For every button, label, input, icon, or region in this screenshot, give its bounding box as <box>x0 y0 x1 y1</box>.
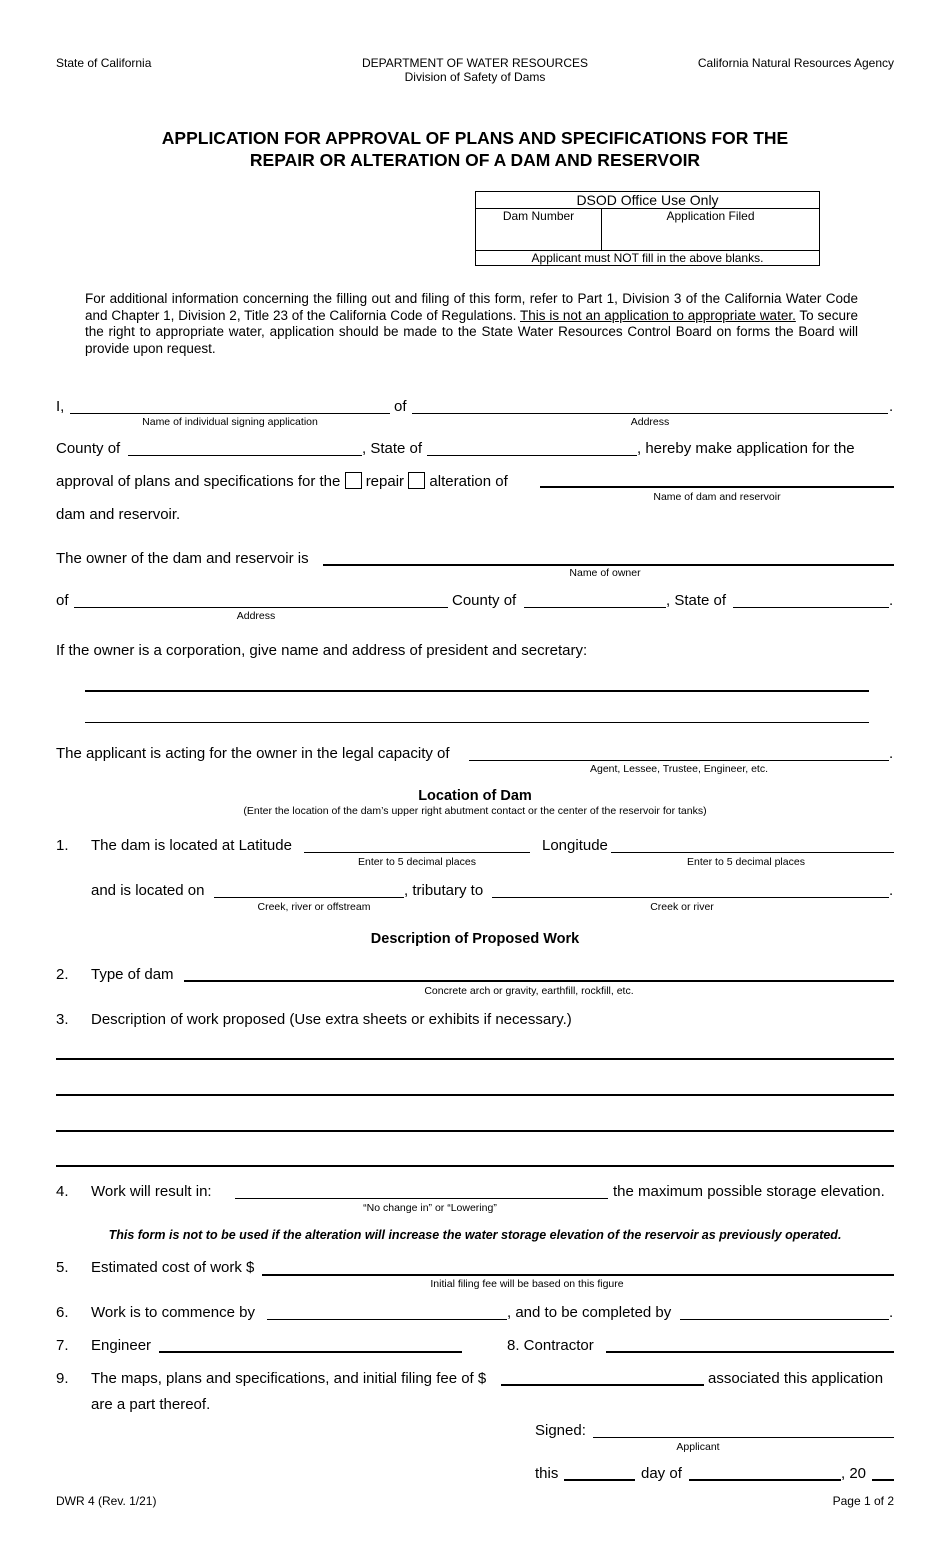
label-contractor: 8. Contractor <box>507 1337 594 1354</box>
page-number: Page 1 of 2 <box>832 1494 894 1508</box>
item-number-5: 5. <box>56 1259 69 1276</box>
period-4: . <box>889 882 894 899</box>
label-corporation: If the owner is a corporation, give name and address of president and secretary: <box>56 642 588 659</box>
corporation-field-2[interactable] <box>85 722 869 723</box>
applicant-address-caption: Address <box>630 416 670 428</box>
owner-address-field[interactable] <box>74 607 448 608</box>
label-work-result: Work will result in: <box>91 1183 212 1200</box>
work-result-caption: “No change in” or “Lowering” <box>363 1202 497 1214</box>
dam-name-caption: Name of dam and reservoir <box>653 491 781 503</box>
longitude-field[interactable] <box>611 852 894 853</box>
label-owner-county: County of <box>452 592 517 609</box>
dam-name-field[interactable] <box>540 486 894 488</box>
longitude-caption: Enter to 5 decimal places <box>687 856 805 868</box>
office-use-box <box>475 191 820 266</box>
item-number-1: 1. <box>56 837 69 854</box>
period-3: . <box>889 745 894 762</box>
month-field[interactable] <box>689 1479 841 1481</box>
warning-text: This form is not to be used if the alteration will increase the water storage elevation of the reservoir as previously operated. <box>108 1228 842 1242</box>
instructions-text-1: For additional information concerning the filling out and filing of this form, refer to Part 1, Division 3 of the California Water Code and Chapter 1, Division 2, Title 23 of the California Code of Regulations. <box>85 291 858 323</box>
work-heading: Description of Proposed Work <box>370 931 580 947</box>
label-completed: , and to be completed by <box>507 1304 672 1321</box>
location-subheading: (Enter the location of the dam’s upper right abutment contact or the center of the reservoir for tanks) <box>243 805 707 817</box>
day-field[interactable] <box>564 1479 635 1481</box>
label-approval: approval of plans and specifications for the <box>56 473 341 490</box>
label-hereby: , hereby make application for the <box>637 440 855 457</box>
label-of: of <box>394 398 407 415</box>
dam-type-field[interactable] <box>184 980 894 982</box>
form-title <box>0 127 950 171</box>
label-located-on: and is located on <box>91 882 205 899</box>
department-name: DEPARTMENT OF WATER RESOURCES <box>361 56 589 70</box>
label-alteration: alteration of <box>429 473 508 490</box>
tributary-caption: Creek or river <box>650 901 714 913</box>
label-dam-and-reservoir: dam and reservoir. <box>56 506 181 523</box>
item-number-7: 7. <box>56 1337 69 1354</box>
location-heading: Location of Dam <box>418 788 532 804</box>
application-filed-field <box>602 223 820 251</box>
latitude-field[interactable] <box>304 852 530 853</box>
period-1: . <box>889 398 894 415</box>
label-description: Description of work proposed (Use extra sheets or exhibits if necessary.) <box>91 1011 572 1028</box>
owner-name-field[interactable] <box>323 564 894 566</box>
label-signed: Signed: <box>535 1422 586 1439</box>
item-number-2: 2. <box>56 966 69 983</box>
header-department <box>300 56 650 84</box>
item-number-9: 9. <box>56 1370 69 1387</box>
division-name: Division of Safety of Dams <box>404 70 546 84</box>
instructions-paragraph <box>85 291 858 357</box>
creek-field[interactable] <box>214 897 404 898</box>
dam-type-caption: Concrete arch or gravity, earthfill, rockfill, etc. <box>424 985 634 997</box>
description-field-4[interactable] <box>56 1165 894 1167</box>
owner-state-field[interactable] <box>733 607 889 608</box>
completion-date-field[interactable] <box>680 1319 889 1320</box>
owner-county-field[interactable] <box>524 607 666 608</box>
dam-number-header: Dam Number <box>476 209 602 224</box>
contractor-field[interactable] <box>606 1351 894 1353</box>
label-longitude: Longitude <box>542 837 608 854</box>
label-capacity: The applicant is acting for the owner in the legal capacity of <box>56 745 450 762</box>
applicant-county-field[interactable] <box>128 455 362 456</box>
signature-field[interactable] <box>593 1437 894 1438</box>
label-county: County of <box>56 440 121 457</box>
item-number-3: 3. <box>56 1011 69 1028</box>
dam-number-field <box>476 223 602 251</box>
alteration-checkbox[interactable] <box>408 472 425 489</box>
label-cost: Estimated cost of work $ <box>91 1259 255 1276</box>
cost-caption: Initial filing fee will be based on this figure <box>430 1278 624 1290</box>
capacity-field[interactable] <box>469 760 889 761</box>
capacity-caption: Agent, Lessee, Trustee, Engineer, etc. <box>589 763 769 775</box>
label-engineer: Engineer <box>91 1337 152 1354</box>
description-field-3[interactable] <box>56 1130 894 1132</box>
label-this: this <box>535 1465 559 1482</box>
latitude-caption: Enter to 5 decimal places <box>358 856 476 868</box>
repair-checkbox[interactable] <box>345 472 362 489</box>
label-type-of-dam: Type of dam <box>91 966 174 983</box>
owner-address-caption: Address <box>236 610 276 622</box>
work-result-field[interactable] <box>235 1198 608 1199</box>
applicant-state-field[interactable] <box>427 455 637 456</box>
signature-caption: Applicant <box>676 1441 720 1453</box>
engineer-field[interactable] <box>159 1351 462 1353</box>
label-i: I, <box>56 398 65 415</box>
instructions-text-2: To secure the right to appropriate water, application should be made to the State Water Resources Control Board on forms the Board will provide upon request. <box>85 307 858 356</box>
label-associated: associated this application <box>708 1370 884 1387</box>
applicant-address-field[interactable] <box>412 413 888 414</box>
label-storage-elevation: the maximum possible storage elevation. <box>613 1183 885 1200</box>
header-agency: California Natural Resources Agency <box>697 56 894 70</box>
application-filed-header: Application Filed <box>602 209 820 224</box>
item-number-6: 6. <box>56 1304 69 1321</box>
label-owner: The owner of the dam and reservoir is <box>56 550 309 567</box>
cost-field[interactable] <box>262 1274 894 1276</box>
label-part-thereof: are a part thereof. <box>91 1396 211 1413</box>
approval-row <box>56 472 508 490</box>
applicant-name-caption: Name of individual signing application <box>142 416 318 428</box>
period-2: . <box>889 592 894 609</box>
applicant-name-field[interactable] <box>70 413 390 414</box>
commence-date-field[interactable] <box>267 1319 507 1320</box>
creek-caption: Creek, river or offstream <box>257 901 371 913</box>
label-year-prefix: , 20 <box>841 1465 867 1482</box>
title-line-2: REPAIR OR ALTERATION OF A DAM AND RESERVOIR <box>249 150 701 170</box>
label-commence: Work is to commence by <box>91 1304 255 1321</box>
title-line-1: APPLICATION FOR APPROVAL OF PLANS AND SPECIFICATIONS FOR THE <box>161 128 789 148</box>
owner-name-caption: Name of owner <box>569 567 641 579</box>
label-day-of: day of <box>641 1465 682 1482</box>
label-latitude: The dam is located at Latitude <box>91 837 292 854</box>
year-field[interactable] <box>872 1479 894 1481</box>
label-owner-of: of <box>56 592 69 609</box>
description-field-1[interactable] <box>56 1058 894 1060</box>
tributary-field[interactable] <box>492 897 889 898</box>
form-id: DWR 4 (Rev. 1/21) <box>56 1494 157 1508</box>
filing-fee-field[interactable] <box>501 1384 704 1386</box>
label-repair: repair <box>365 473 405 490</box>
label-state: , State of <box>362 440 423 457</box>
label-maps: The maps, plans and specifications, and initial filing fee of $ <box>91 1370 487 1387</box>
description-field-2[interactable] <box>56 1094 894 1096</box>
label-tributary: , tributary to <box>404 882 484 899</box>
label-owner-state: , State of <box>666 592 727 609</box>
office-use-note: Applicant must NOT fill in the above blanks. <box>476 251 820 266</box>
corporation-field-1[interactable] <box>85 690 869 692</box>
office-use-heading: DSOD Office Use Only <box>476 192 820 209</box>
period-5: . <box>889 1304 894 1321</box>
header-state: State of California <box>56 56 152 70</box>
instructions-underlined: This is not an application to appropriate water. <box>520 307 796 323</box>
item-number-4: 4. <box>56 1183 69 1200</box>
